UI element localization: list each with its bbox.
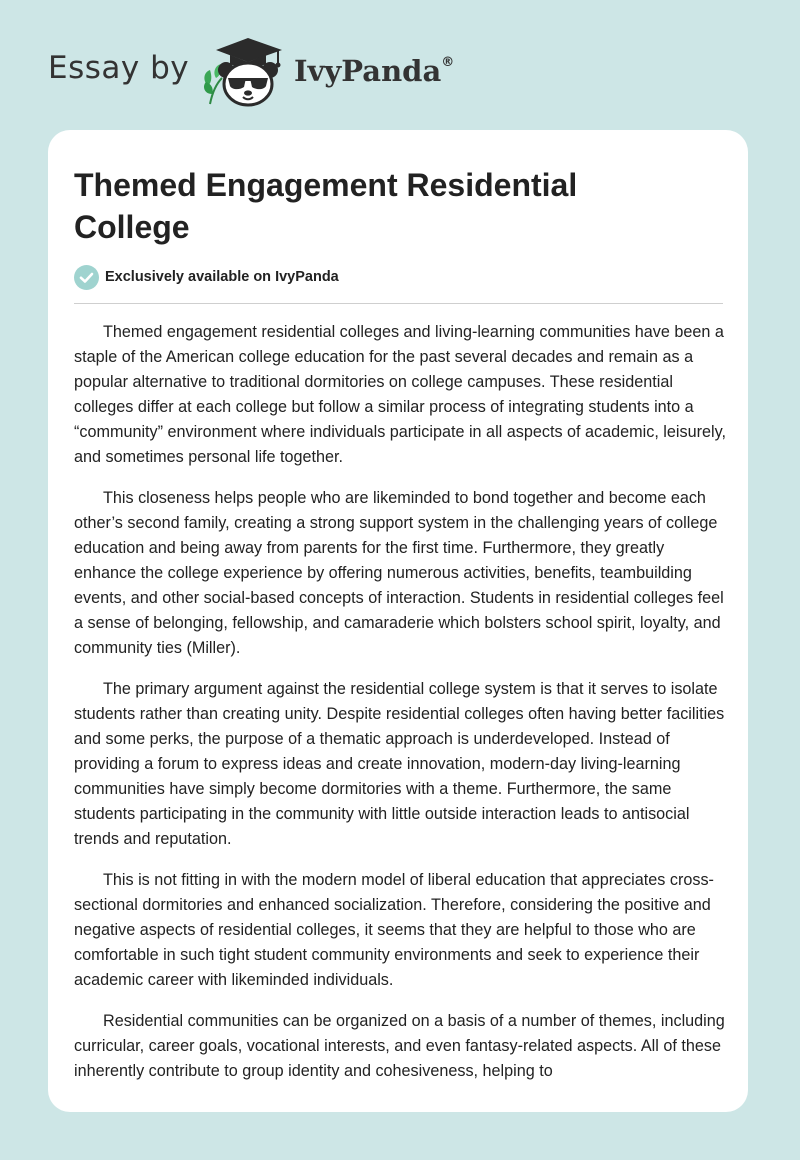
- brand-name-text: IvyPanda: [294, 54, 442, 88]
- essay-card: [48, 130, 748, 1112]
- panda-graduate-icon[interactable]: [198, 34, 294, 110]
- paragraph: The primary argument against the residential college system is that it serves to isolate students rather than creating unity. Despite residential colleges often having better facilities and some perks, the purpose of a thematic approach is underdeveloped. Instead of providing a forum to express ideas and create innovation, modern-day living-learning communities have simply become dormitories with a theme. Furthermore, the same students participating in the community with little outside interaction leads to antisocial trends and reputation.: [74, 680, 725, 848]
- paragraph: This is not fitting in with the modern model of liberal education that appreciates cross-sectional dormitories and enhanced socialization. Therefore, considering the positive and negative aspects of residential colleges, it seems that they are helpful to those who are comfortable in such tight student community environments and seek to experience their academic career with likeminded individuals.: [74, 871, 714, 989]
- paragraph: Residential communities can be organized on a basis of a number of themes, including curricular, career goals, vocational interests, and even fantasy-related aspects. All of these inherently contribute to group identity and cohesiveness, helping to: [74, 1012, 725, 1080]
- registered-mark: ®: [441, 55, 455, 71]
- paragraph: Themed engagement residential colleges and living-learning communities have been a staple of the American college education for the past several decades and remain as a popular alternative to traditional dormitories on college campuses. These residential colleges differ at each college but follow a similar process of integrating students into a “community” environment where individuals participate in all aspects of academic, leisurely, and sometimes personal life together.: [74, 323, 726, 466]
- exclusive-badge-text: Exclusively available on IvyPanda: [105, 269, 339, 285]
- page-title: Themed Engagement Residential College: [74, 167, 578, 245]
- site-header: [0, 0, 800, 130]
- check-circle-icon: [74, 265, 99, 290]
- exclusive-badge: [74, 264, 339, 290]
- essay-body: [74, 320, 726, 1100]
- title-divider: [74, 303, 723, 304]
- paragraph: This closeness helps people who are likeminded to bond together and become each other’s second family, creating a strong support system in the challenging years of college education and being away from parents for the first time. Furthermore, they greatly enhance the college experience by offering numerous activities, benefits, teambuilding events, and other social-based concepts of interaction. Students in residential colleges feel a sense of belonging, fellowship, and camaraderie which bolsters school spirit, loyalty, and community ties (Miller).: [74, 489, 724, 657]
- brand-name[interactable]: [294, 54, 454, 88]
- essay-by-label: Essay by: [48, 50, 190, 86]
